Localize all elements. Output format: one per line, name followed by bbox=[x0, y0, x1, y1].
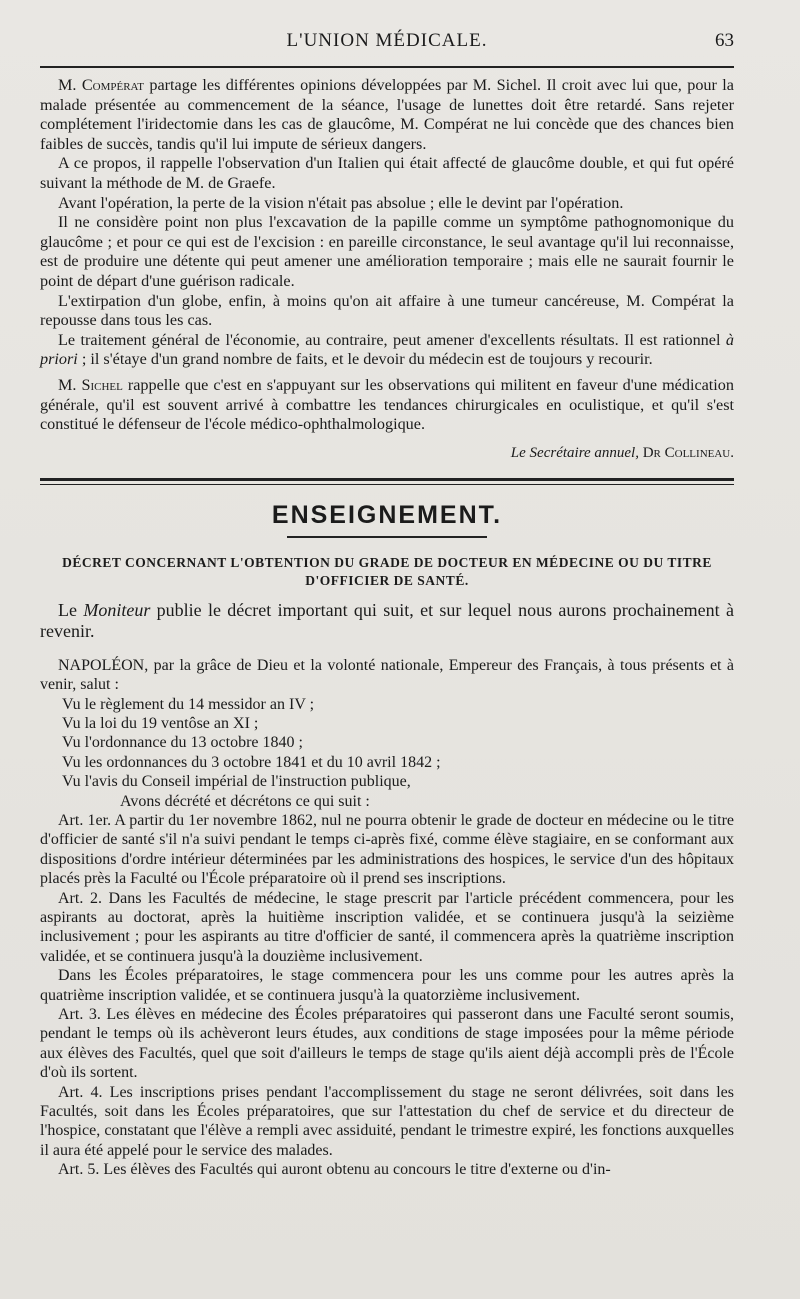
article-5: Art. 5. Les élèves des Facultés qui auront obtenu au concours le titre d'externe ou d'in- bbox=[58, 1161, 611, 1179]
decree-title-line: DÉCRET CONCERNANT L'OBTENTION DU GRADE DE DOCTEUR EN MÉDECINE OU DU TITRE bbox=[62, 554, 712, 570]
paragraph: A ce propos, il rappelle l'observation d'un Italien qui était affecté de glaucôme double, et qui fut opéré suivant la méthode de M. de Graefe. bbox=[40, 154, 734, 192]
article-3: Art. 3. Les élèves en médecine des Écoles préparatoires qui passeront dans une Faculté seront soumis, pendant le temps où ils achèveront leurs études, aux conditions de stage imposées pour la même période aux élèves des Facultés, quel que soit d'ailleurs le temps de stage qu'ils aient déjà accompli près de l'École d'où ils sortent. bbox=[40, 1006, 734, 1082]
heading-underline bbox=[287, 536, 487, 538]
running-head bbox=[40, 26, 734, 68]
vu-clause: Vu le règlement du 14 messidor an IV ; bbox=[62, 695, 315, 713]
decree-body bbox=[40, 656, 734, 1180]
paragraph: L'extirpation d'un globe, enfin, à moins qu'on ait affaire à une tumeur cancéreuse, M. Compérat la repousse dans tous les cas. bbox=[40, 291, 734, 330]
page-number: 63 bbox=[715, 30, 734, 51]
society-report bbox=[40, 68, 734, 462]
article-4: Art. 4. Les inscriptions prises pendant l'accomplissement du stage ne seront délivrées, soit dans les Facultés, soit dans les Écoles préparatoires, que sur l'attestation du chef de service et du directeur de l'hospice, constatant que l'élève a rempli avec assiduité, pendant le trimestre expiré, les fonctions auxquelles il aura été appelé pour le service des malades. bbox=[40, 1083, 734, 1159]
vu-clause: Vu les ordonnances du 3 octobre 1841 et du 10 avril 1842 ; bbox=[62, 753, 441, 771]
article-2-continued: Dans les Écoles préparatoires, le stage commencera pour les uns comme pour les autres après la quatrième inscription validée, et se continuera jusqu'à la quatorzième inclusivement. bbox=[40, 967, 734, 1004]
paragraph-text: ; il s'étaye d'un grand nombre de faits, et le devoir du médecin est de toujours y recourir. bbox=[77, 350, 653, 369]
signature bbox=[40, 445, 734, 462]
section-heading: ENSEIGNEMENT. bbox=[271, 500, 503, 529]
journal-title: L'UNION MÉDICALE. bbox=[286, 30, 488, 51]
paragraph-text: partage les différentes opinions développées par M. Sichel. Il croit avec lui que, pour la malade présentée au commencement de la séance, l'usage de lunettes doit être retardé. Sans rejeter complétement l'iridectomie dans les cas de glaucôme, M. Compérat ne lui concède que des chances bien faibles de succès, tandis qu'il lui impute de sérieux dangers. bbox=[40, 76, 734, 153]
signature-name: Dr Collineau. bbox=[642, 444, 734, 461]
paragraph-text: Le traitement général de l'économie, au contraire, peut amener d'excellents résultats. Il est rationnel bbox=[58, 330, 726, 349]
enacting-clause: Avons décrété et décrétons ce qui suit : bbox=[120, 792, 370, 810]
intro-paragraph bbox=[40, 600, 734, 642]
paragraph-text: publie le décret important qui suit, et sur lequel nous aurons prochainement à revenir. bbox=[40, 599, 734, 641]
vu-clause: Vu l'ordonnance du 13 octobre 1840 ; bbox=[62, 734, 303, 752]
signature-role: Le Secrétaire annuel, bbox=[510, 444, 643, 461]
speaker-name: M. Sichel bbox=[58, 375, 123, 394]
decree-title bbox=[40, 554, 734, 590]
vu-clause: Vu la loi du 19 ventôse an XI ; bbox=[62, 714, 259, 732]
paragraph-treatment bbox=[40, 331, 734, 370]
newspaper-name: Moniteur bbox=[83, 599, 151, 620]
paragraph-text: Le bbox=[58, 599, 84, 620]
decree-title-line: D'OFFICIER DE SANTÉ. bbox=[305, 572, 469, 588]
decree-preamble: NAPOLÉON, par la grâce de Dieu et la volonté nationale, Empereur des Français, à tous présents et à venir, salut : bbox=[40, 656, 734, 694]
paragraph-text: rappelle que c'est en s'appuyant sur les observations qui militent en faveur d'une médication générale, qu'il est souvent arrivé à combattre les tendances chirurgicales en oculistique, et qu'il s'est constitué le défenseur de l'école médico-ophthalmologique. bbox=[40, 375, 734, 434]
section-divider bbox=[40, 478, 734, 485]
paragraph: Il ne considère point non plus l'excavation de la papille comme un symptôme pathognomonique du glaucôme ; et pour ce qui est de l'excision : en pareille circonstance, le seul avantage qu'il lui reconnaisse, est de produire une détente qui peut amener une amélioration temporaire ; mais elle ne saurait fournir le point de départ d'une guérison radicale. bbox=[40, 213, 734, 290]
vu-clause: Vu l'avis du Conseil impérial de l'instruction publique, bbox=[62, 773, 411, 791]
article-1: Art. 1er. A partir du 1er novembre 1862, nul ne pourra obtenir le grade de docteur en médecine ou le titre d'officier de santé s'il n'a suivi pendant le temps ci-après fixé, comme élève stagiaire, en se conformant aux dispositions d'ordre intérieur déterminées par les administrations des hospices, le service d'un des hôpitaux placés près la Faculté ou l'École préparatoire où il prend ses inscriptions. bbox=[40, 811, 734, 888]
article-2: Art. 2. Dans les Facultés de médecine, le stage prescrit par l'article précédent commencera, pour les aspirants au doctorat, après la huitième inscription validée, et se continuera jusqu'à la seizième inclusivement ; pour les aspirants au titre d'officier de santé, il commencera après la quatrième inscription validée, et se continuera jusqu'à la douzième inclusivement. bbox=[40, 889, 734, 965]
paragraph: Avant l'opération, la perte de la vision n'était pas absolue ; elle le devint par l'opération. bbox=[58, 193, 624, 212]
speaker-name: M. Compérat bbox=[58, 76, 144, 94]
paragraph-sichel bbox=[40, 376, 734, 435]
paragraph-comperat bbox=[40, 76, 734, 154]
italic-phrase: à priori bbox=[40, 330, 734, 369]
